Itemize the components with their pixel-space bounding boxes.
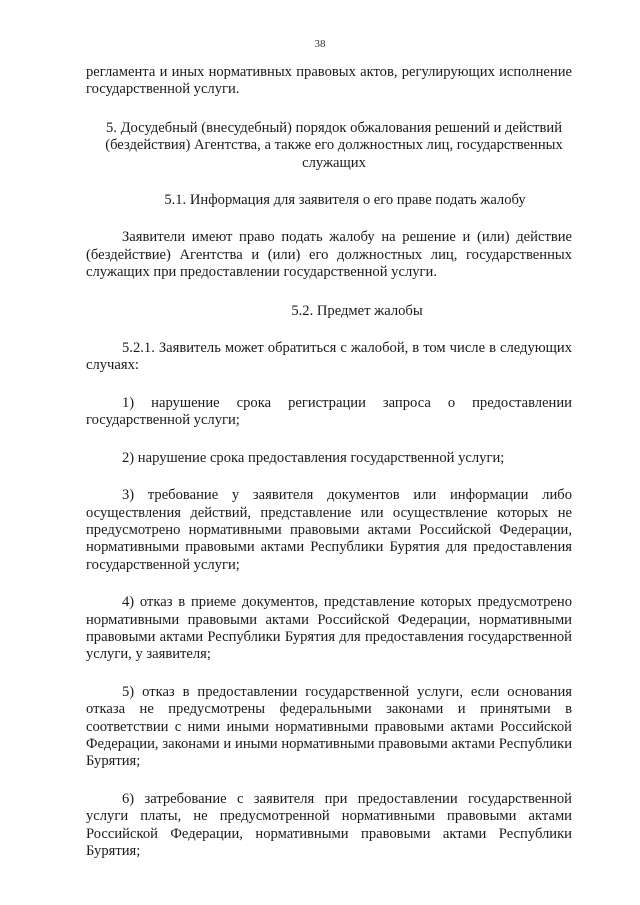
page-number: 38 [314, 38, 326, 50]
list-item-3: 3) требование у заявителя документов или информации либо осуществления действий, представление или осуществление которых не предусмотрено нормативными правовыми актами Российской Федерации, нормативными правовыми актами Республики Бурятия для предоставления государственной услуги; [86, 487, 572, 573]
list-item-5: 5) отказ в предоставлении государственной услуги, если основания отказа не предусмотрены федеральными законами и принятыми в соответствии с ними иными нормативными правовыми актами Российской Федерации, законами и иными нормативными правовыми актами Республики Бурятия; [86, 683, 572, 770]
document-body [86, 64, 572, 860]
section-heading-5-2: 5.2. Предмет жалобы [291, 302, 423, 319]
list-item-1: 1) нарушение срока регистрации запроса о предоставлении государственной услуги; [86, 394, 572, 429]
list-item-4: 4) отказ в приеме документов, представление которых предусмотрено нормативными правовыми актами Российской Федерации, нормативными правовыми актами Республики Бурятия для предоставления государственной услуги, у заявителя; [86, 594, 572, 663]
list-item-2: 2) нарушение срока предоставления государственной услуги; [122, 449, 505, 466]
section-heading-5-1: 5.1. Информация для заявителя о его праве подать жалобу [164, 192, 526, 209]
paragraph-5-2-1: 5.2.1. Заявитель может обратиться с жалобой, в том числе в следующих случаях: [86, 340, 572, 374]
section-heading-5: 5. Досудебный (внесудебный) порядок обжалования решений и действий (бездействия) Агентства, а также его должностных лиц, государственных служащих [105, 119, 563, 171]
paragraph-5-1: Заявители имеют право подать жалобу на решение и (или) действие (бездействие) Агентства и (или) его должностных лиц, государственных служащих при предоставлении государственной услуги. [86, 229, 572, 281]
paragraph-continuation: регламента и иных нормативных правовых актов, регулирующих исполнение государственной услуги. [86, 64, 572, 98]
list-item-6: 6) затребование с заявителя при предоставлении государственной услуги платы, не предусмотренной нормативными правовыми актами Российской Федерации, нормативными правовыми актами Республики Бурятия; [86, 790, 572, 859]
